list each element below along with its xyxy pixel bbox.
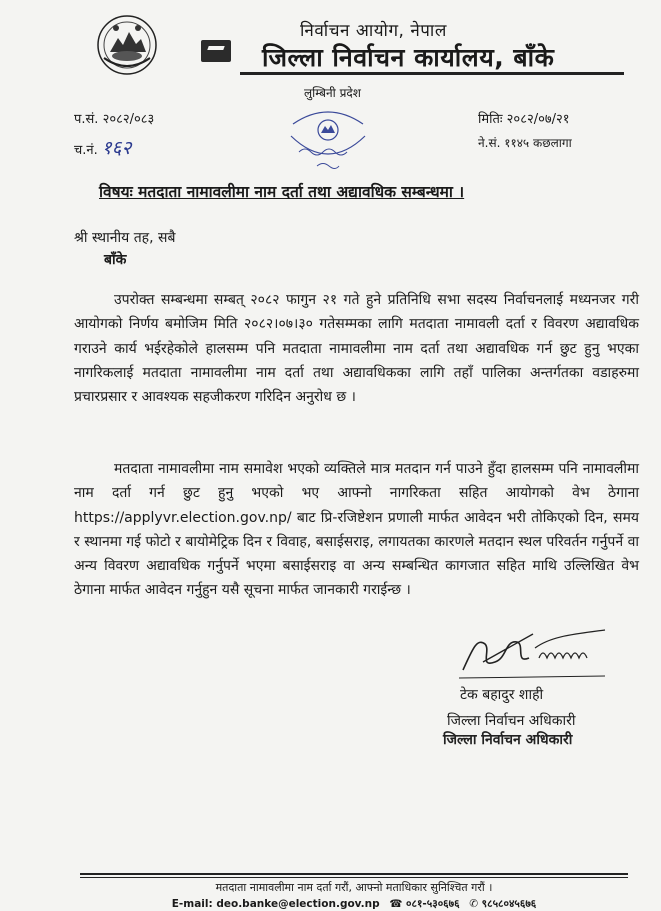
nepal-emblem-icon [96, 14, 158, 76]
organization-name: निर्वाचन आयोग, नेपाल [300, 21, 447, 41]
reference-cn-label: च.नं. [74, 143, 98, 158]
office-seal-icon [287, 106, 369, 172]
office-name: जिल्ला निर्वाचन कार्यालय, बाँके [262, 43, 555, 72]
body-paragraph-1: उपरोक्त सम्बन्धमा सम्बत् २०८२ फागुन २१ गते हुने प्रतिनिधि सभा सदस्य निर्वाचनलाई मध्यनजर गरी आयोगको निर्णय बमोजिम मिति २०८२।०७।३० गतेसम्मका लागि मतदाता नामावली दर्ता र विवरण अद्यावधिक गराउने कार्य भईरहेकोले हालसम्म पनि मतदाता नामावलीमा नाम दर्ता तथा अद्यावधिक गर्न छुट हुनु भएका नागरिकलाई मतदाता नामावलीमा नाम दर्ता तथा अद्यावधिकका लागि तहाँ पालिका अन्तर्गतका वडाहरुमा प्रचारप्रसार र आवश्यक सहजीकरण गरिदिन अनुरोध छ । [74, 292, 639, 406]
signatory-stamp: जिल्ला निर्वाचन अधिकारी [443, 732, 573, 748]
reference-cn [74, 134, 131, 160]
handwritten-signature [455, 618, 615, 684]
footer-contact [80, 897, 628, 911]
province-name: लुम्बिनी प्रदेश [304, 86, 361, 100]
ballot-logo-icon [201, 40, 231, 62]
footer-divider-thin [80, 877, 628, 878]
signatory-title: जिल्ला निर्वाचन अधिकारी [447, 713, 576, 729]
letter-date: मितिः २०८२/०७/२१ [478, 112, 570, 127]
header-divider [240, 72, 624, 75]
footer-slogan: मतदाता नामावलीमा नाम दर्ता गरौं, आफ्नो मताधिकार सुनिश्चित गरौं । [215, 881, 493, 894]
addressee-line-1: श्री स्थानीय तह, सबै [74, 230, 176, 246]
reference-ps: प.सं. २०८२/०८३ [74, 112, 155, 127]
reference-cn-value: १६२ [101, 137, 132, 159]
nepal-sambat-date: ने.सं. ११४५ कछलागा [478, 136, 572, 150]
footer-phone: ☎ ०८१-५३०६७६ [389, 898, 460, 910]
signatory-name: टेक बहादुर शाही [460, 687, 544, 703]
addressee-line-2: बाँके [104, 252, 127, 268]
footer-mobile: ✆ ९८५८०४५६७६ [469, 898, 537, 910]
letter-subject: विषयः मतदाता नामावलीमा नाम दर्ता तथा अद्यावधिक सम्बन्धमा । [99, 183, 465, 201]
footer-divider [80, 873, 628, 875]
footer-email[interactable]: E-mail: deo.banke@election.gov.np [171, 898, 380, 910]
body-paragraph-2: मतदाता नामावलीमा नाम समावेश भएको व्यक्तिले मात्र मतदान गर्न पाउने हुँदा हालसम्म पनि नामावलीमा नाम दर्ता गर्न छुट हुनु भएको भए आफ्नो नागरिकता सहित आयोगको वेभ ठेगाना https://applyvr.election.gov.np/ बाट प्रि-रजिष्टेशन प्रणाली मार्फत आवेदन भरी तोकिएको दिन, समय र स्थानमा गई फोटो र बायोमेट्रिक दिन र विवाह, बसाईसराइ, लगायतका कारणले मतदान स्थल परिवर्तन गर्नुपर्ने वा अन्य विवरण अद्यावधिक गर्नुपर्ने भएमा बसाईसराइ वा अन्य सम्बन्धित कागजात सहित माथि उल्लिखित वेभ ठेगाना मार्फत आवेदन गर्नुहुन यसै सूचना मार्फत जानकारी गराईन्छ । [74, 461, 639, 599]
